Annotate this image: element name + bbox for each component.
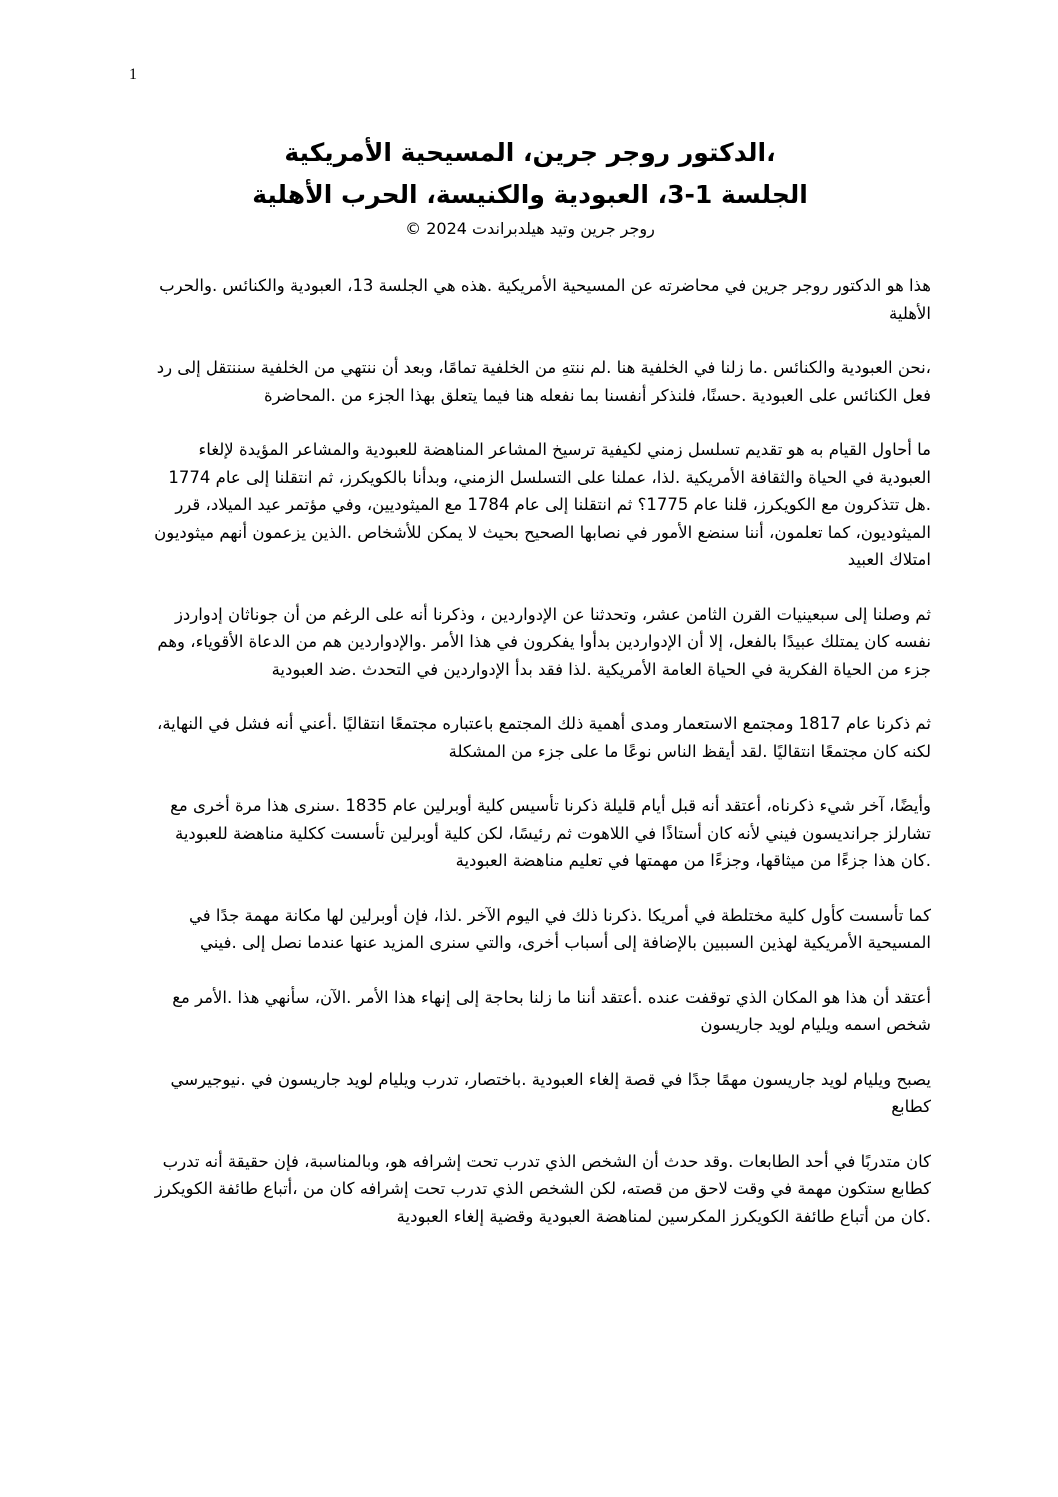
paragraph-10: كان متدربًا في أحد الطابعات .وقد حدث أن الشخص الذي تدرب تحت إشرافه هو، وبالمناسبة، فإن حقيقة أنه تدرب كطابع ستكون مهمة في وقت لاحق من قصته، لكن الشخص الذي تدرب تحت إشرافه كان من ،أتباع طائفة الكويكرز .كان من أتباع طائفة الكويكرز المكرسين لمناهضة العبودية وقضية إلغاء العبودية — [154, 1151, 931, 1226]
document-title-line-2: الجلسة 1-3، العبودية والكنيسة، الحرب الأهلية — [252, 180, 808, 209]
paragraph-2: ،نحن العبودية والكنائس .ما زلنا في الخلفية هنا .لم ننتهِ من الخلفية تمامًا، وبعد أن ننتهي من الخلفية سننتقل إلى رد فعل الكنائس على العبودية .حسنًا، فلنذكر أنفسنا بما نفعله هنا فيما يتعلق بهذا الجزء من .المحاضرة — [156, 358, 931, 405]
paragraph-5: ثم ذكرنا عام 1817 ومجتمع الاستعمار ومدى أهمية ذلك المجتمع باعتباره مجتمعًا انتقاليًا .أعني أنه فشل في النهاية، لكنه كان مجتمعًا انتقاليًا .لقد أيقظ الناس نوعًا ما على جزء من المشكلة — [157, 714, 931, 761]
copyright-notice: روجر جرين وتيد هيلدبراندت 2024 © — [405, 219, 655, 238]
paragraph-3: ما أحاول القيام به هو تقديم تسلسل زمني لكيفية ترسيخ المشاعر المناهضة للعبودية والمشاعر المؤيدة لإلغاء العبودية في الحياة والثقافة الأمريكية .لذا، عملنا على التسلسل الزمني، وبدأنا بالكويكرز، ثم انتقلنا إلى عام 1774 .هل تتذكرون مع الكويكرز، قلنا عام 1775؟ ثم انتقلنا إلى عام 1784 مع الميثوديين، وفي مؤتمر عيد الميلاد، قرر الميثوديون، كما تعلمون، أننا سنضع الأمور في نصابها الصحيح بحيث لا يمكن للأشخاص .الذين يزعمون أنهم ميثوديون امتلاك العبيد — [154, 440, 931, 569]
paragraph-1: هذا هو الدكتور روجر جرين في محاضرته عن المسيحية الأمريكية .هذه هي الجلسة 13، العبودية والكنائس .والحرب الأهلية — [159, 276, 931, 323]
document-header — [130, 132, 930, 242]
document-body — [143, 272, 931, 1257]
paragraph-9: يصبح ويليام لويد جاريسون مهمًا جدًا في قصة إلغاء العبودية .باختصار، تدرب ويليام لويد جاريسون في .نيوجيرسي كطابع — [170, 1069, 931, 1116]
paragraph-4: ثم وصلنا إلى سبعينيات القرن الثامن عشر، وتحدثنا عن الإدواردين ، وذكرنا أنه على الرغم من أن جوناثان إدواردز نفسه كان يمتلك عبيدًا بالفعل، إلا أن الإدواردين بدأوا يفكرون في هذا الأمر .والإدواردين هم من الدعاة الأقوياء، وهم جزء من الحياة الفكرية في الحياة العامة الأمريكية .لذا فقد بدأ الإدواردين في التحدث .ضد العبودية — [157, 604, 931, 679]
paragraph-8: أعتقد أن هذا هو المكان الذي توقفت عنده .أعتقد أننا ما زلنا بحاجة إلى إنهاء هذا الأمر .الآن، سأنهي هذا .الأمر مع شخص اسمه ويليام لويد جاريسون — [172, 987, 931, 1034]
paragraph-7: كما تأسست كأول كلية مختلطة في أمريكا .ذكرنا ذلك في اليوم الآخر .لذا، فإن أوبرلين لها مكانة مهمة جدًا في المسيحية الأمريكية لهذين السببين بالإضافة إلى أسباب أخرى، والتي سنرى المزيد عنها عندما نصل إلى .فيني — [188, 905, 931, 952]
page-number: 1 — [129, 66, 137, 83]
document-title-line-1: ،الدكتور روجر جرين، المسيحية الأمريكية — [284, 138, 776, 167]
paragraph-6: وأيضًا، آخر شيء ذكرناه، أعتقد أنه قبل أيام قليلة ذكرنا تأسيس كلية أوبرلين عام 1835 .سنرى هذا مرة أخرى مع تشارلز جرانديسون فيني لأنه كان أستاذًا في اللاهوت ثم رئيسًا، لكن كلية أوبرلين تأسست ككلية مناهضة للعبودية .كان هذا جزءًا من ميثاقها، وجزءًا من مهمتها في تعليم مناهضة العبودية — [170, 796, 931, 870]
